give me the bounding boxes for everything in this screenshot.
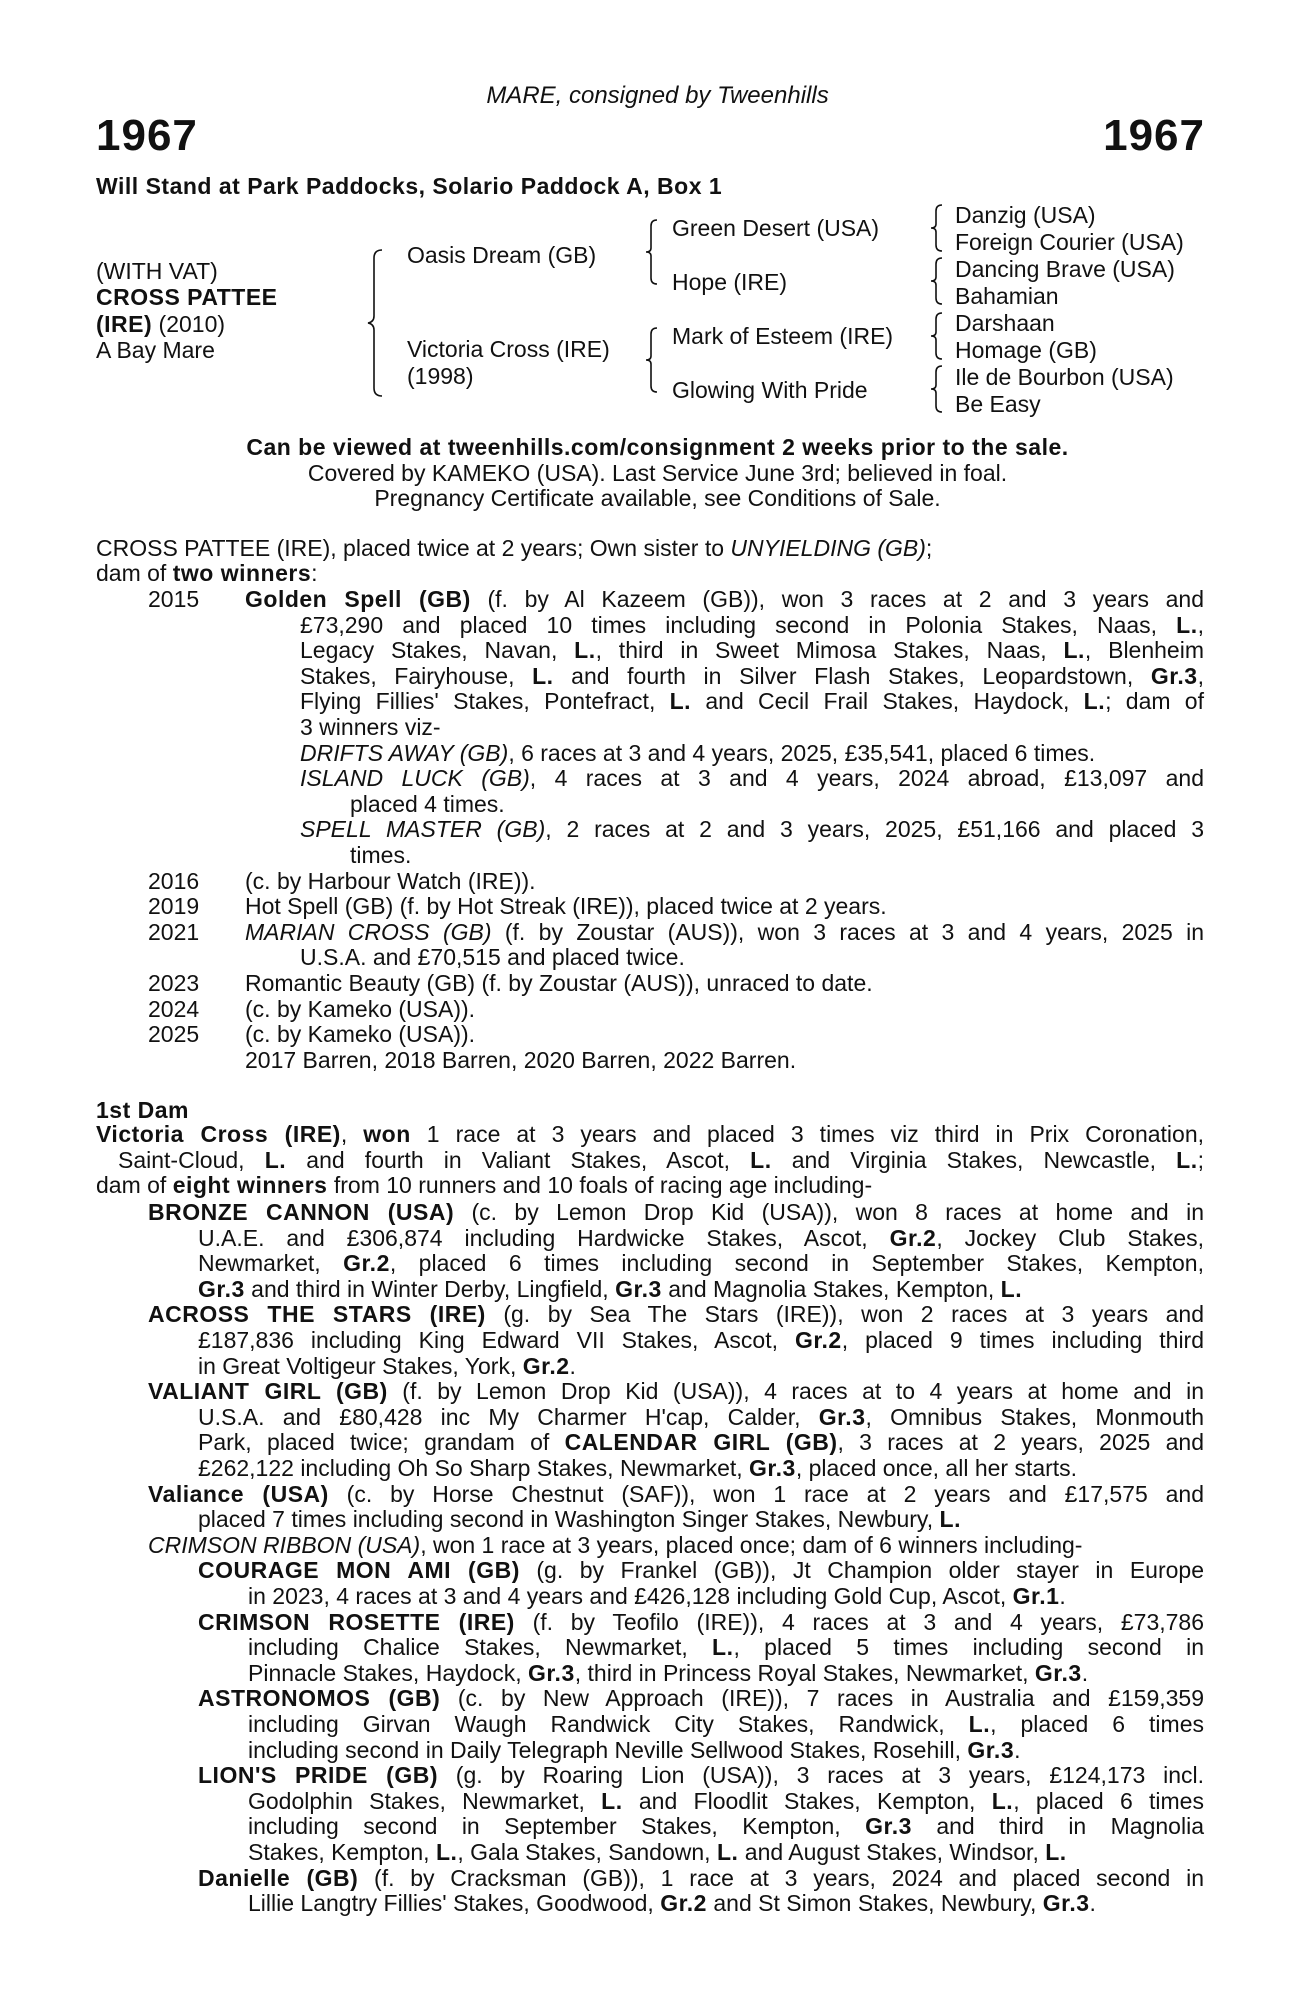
pedigree-brace-ss [930,203,946,253]
produce-cont-line: U.S.A. and £70,515 and placed twice. [300,944,685,971]
offspring-name: ACROSS THE STARS (IRE) [148,1301,486,1328]
produce-text: Romantic Beauty (GB) (f. by Zoustar (AUS)), unraced to date. [245,970,873,996]
produce-text: 2017 Barren, 2018 Barren, 2020 Barren, 2022 Barren. [245,1046,797,1073]
grand-name: ISLAND LUCK (GB) [300,765,530,792]
grand-line-2: times. [350,842,412,868]
horse-name: CROSS PATTEE [96,284,278,310]
offspring-line [148,1532,1204,1558]
produce-text: Hot Spell (GB) (f. by Hot Streak (IRE)), placed twice at 2 years. [245,893,887,920]
offspring-name: VALIANT GIRL (GB) [148,1378,388,1405]
produce-year: 2024 [148,995,200,1022]
produce-line [245,586,1204,612]
offspring-rest: (f. by Teofilo (IRE)), 4 races at 3 and 4 years, £73,786 [514,1608,1204,1635]
offspring-cont-line: in Great Voltigeur Stakes, York, Gr.2. [198,1352,576,1379]
offspring-name: COURAGE MON AMI (GB) [198,1557,520,1584]
pedigree-dd: Glowing With Pride [672,377,868,403]
offspring-cont-line: Newmarket, Gr.2, placed 6 times including second in September Stakes, Kempton, [198,1250,1204,1277]
offspring-rest: (c. by New Approach (IRE)), 7 races in Australia and £159,359 [440,1685,1204,1712]
offspring-name: ASTRONOMOS (GB) [198,1685,441,1712]
first-dam-line-2: Saint-Cloud, L. and fourth in Valiant Stakes, Ascot, L. and Virginia Stakes, Newcastle, L.; [118,1146,1204,1173]
sibling-name: UNYIELDING (GB) [730,535,926,561]
offspring-rest: (c. by Lemon Drop Kid (USA)), won 8 races at home and in [454,1199,1204,1225]
pedigree-dss: Darshaan [955,310,1055,336]
produce-year: 2015 [148,586,200,612]
horse-origin: (IRE) [96,311,153,337]
offspring-cont-line: Gr.3 and third in Winter Derby, Lingfield, Gr.3 and Magnolia Stakes, Kempton, L. [198,1275,1023,1302]
offspring-line [148,1301,1204,1327]
stand-location: Will Stand at Park Paddocks, Solario Paddock A, Box 1 [96,173,723,199]
offspring-cont-line: placed 7 times including second in Washington Singer Stakes, Newbury, L. [198,1506,961,1533]
offspring-name: Danielle (GB) [198,1864,359,1891]
winner-count: two winners [172,560,312,586]
offspring-name: Valiance (USA) [148,1480,329,1507]
produce-text: (c. by Kameko (USA)). [245,995,476,1022]
offspring-line [198,1762,1204,1788]
grand-name: SPELL MASTER (GB) [300,816,546,843]
produce-line [245,919,1204,945]
consignor-line: MARE, consigned by Tweenhills [486,82,829,109]
offspring-cont-line: including second in Daily Telegraph Neville Sellwood Stakes, Rosehill, Gr.3. [248,1736,1021,1763]
first-dam-line-3 [96,1173,1204,1199]
pedigree-ssd: Foreign Courier (USA) [955,229,1184,255]
pedigree-sss: Danzig (USA) [955,202,1096,228]
lot-number-right: 1967 [1103,111,1205,160]
produce-year: 2025 [148,1021,200,1048]
produce-cont-line: £73,290 and placed 10 times including second in Polonia Stakes, Naas, L., [300,611,1204,638]
offspring-rest: (f. by Lemon Drop Kid (USA)), 4 races at to 4 years at home and in [387,1378,1204,1405]
grand-rest: , 4 races at 3 and 4 years, 2024 abroad, £13,097 and [529,765,1204,792]
grand-line [300,765,1204,791]
pedigree-ds: Mark of Esteem (IRE) [672,323,894,349]
pedigree-brace-dam [645,326,661,394]
pedigree-dam: Victoria Cross (IRE) [407,336,610,362]
offspring-cont-line: U.A.E. and £306,874 including Hardwicke Stakes, Ascot, Gr.2, Jockey Club Stakes, [198,1224,1205,1251]
pedigree-sds: Dancing Brave (USA) [955,256,1175,282]
offspring-rest: (g. by Roaring Lion (USA)), 3 races at 3 years, £124,173 incl. [437,1762,1204,1789]
offspring-cont-line: including Girvan Waugh Randwick City Stakes, Randwick, L., placed 6 times [248,1711,1204,1737]
offspring-line [148,1378,1204,1404]
pedigree-sd: Hope (IRE) [672,269,788,295]
pedigree-sdd: Bahamian [955,283,1059,309]
offspring-name: LION'S PRIDE (GB) [198,1762,438,1789]
offspring-name: CRIMSON RIBBON (USA) [148,1531,421,1558]
first-dam-name: Victoria Cross (IRE) [96,1121,341,1147]
produce-text: (c. by Harbour Watch (IRE)). [245,867,536,894]
offspring-rest: (c. by Horse Chestnut (SAF)), won 1 race at 2 years and £17,575 and [328,1480,1205,1507]
offspring-cont-line: U.S.A. and £80,428 inc My Charmer H'cap, Calder, Gr.3, Omnibus Stakes, Monmouth [198,1403,1204,1430]
first-dam-l1: 1 race at 3 years and placed 3 times viz third in Prix Coronation, [410,1121,1205,1147]
pedigree-brace-dd [930,364,946,414]
intro-punct: ; [925,535,933,561]
horse-description: A Bay Mare [96,337,215,363]
offspring-cont-line: Lillie Langtry Fillies' Stakes, Goodwood, Gr.2 and St Simon Stakes, Newbury, Gr.3. [248,1890,1096,1917]
horse-origin-year [96,311,225,337]
produce-year: 2023 [148,970,200,996]
intro-text: CROSS PATTEE (IRE), placed twice at 2 years; Own sister to [96,535,731,561]
pedigree-sire: Oasis Dream (GB) [407,242,597,268]
viewing-note: Can be viewed at tweenhills.com/consignment 2 weeks prior to the sale. [246,434,1069,460]
offspring-cont-line: Park, placed twice; grandam of CALENDAR GIRL (GB), 3 races at 2 years, 2025 and [198,1429,1204,1456]
pedigree-ddd: Be Easy [955,391,1041,417]
produce-year: 2019 [148,893,200,920]
offspring-cont-line: including Chalice Stakes, Newmarket, L., placed 5 times including second in [248,1634,1204,1661]
pedigree-dds: Ile de Bourbon (USA) [955,364,1174,390]
offspring-cont-line: including second in September Stakes, Kempton, Gr.3 and third in Magnolia [248,1813,1204,1840]
first-dam-line-1: Victoria Cross (IRE), won 1 race at 3 years and placed 3 times viz third in Prix Coronation, [96,1121,1205,1147]
grand-line-2: placed 4 times. [350,790,505,817]
grand-rest: , 6 races at 3 and 4 years, 2025, £35,541, placed 6 times. [508,739,1096,766]
produce-rest: (f. by Al Kazeem (GB)), won 3 races at 2 and 3 years and [470,586,1204,612]
produce-cont-line: Flying Fillies' Stakes, Pontefract, L. and Cecil Frail Stakes, Haydock, L.; dam of [300,688,1204,715]
first-dam-block [96,1122,1204,1199]
pedigree-ss: Green Desert (USA) [672,215,880,241]
produce-cont-line: Legacy Stakes, Navan, L., third in Sweet Mimosa Stakes, Naas, L., Blenheim [300,637,1204,664]
offspring-cont-line: £262,122 including Oh So Sharp Stakes, Newmarket, Gr.3, placed once, all her starts. [198,1455,1078,1481]
offspring-line [148,1481,1204,1507]
produce-cont-line: 3 winners viz- [300,714,441,740]
lot-number-left: 1967 [96,111,198,160]
offspring-rest: (f. by Cracksman (GB)), 1 race at 3 years, 2024 and placed second in [358,1864,1204,1891]
first-dam-l3a: dam of [96,1172,173,1199]
horse-year: (2010) [152,311,226,337]
offspring-line [198,1609,1204,1635]
offspring-cont-line: Stakes, Kempton, L., Gala Stakes, Sandown, L. and August Stakes, Windsor, L. [248,1839,1067,1865]
certificate-note: Pregnancy Certificate available, see Conditions of Sale. [374,485,941,511]
first-dam-winners: eight winners [172,1172,328,1199]
vat-label: (WITH VAT) [96,258,218,284]
produce-year: 2016 [148,867,200,894]
first-dam-heading: 1st Dam [96,1097,189,1123]
grand-name: DRIFTS AWAY (GB) [300,739,509,766]
offspring-rest: (g. by Frankel (GB)), Jt Champion older stayer in Europe [519,1557,1204,1584]
grand-line [300,816,1204,842]
produce-year: 2021 [148,918,200,945]
offspring-cont-line: Godolphin Stakes, Newmarket, L. and Floodlit Stakes, Kempton, L., placed 6 times [248,1787,1204,1814]
offspring-cont-line: £187,836 including King Edward VII Stakes, Ascot, Gr.2, placed 9 times including third [198,1327,1205,1353]
pedigree-dam-year: (1998) [407,363,474,389]
produce-rest: (f. by Zoustar (AUS)), won 3 races at 3 and 4 years, 2025 in [491,918,1204,945]
pedigree-brace-ds [930,311,946,361]
offspring-line [198,1685,1204,1711]
first-dam-l3c: from 10 runners and 10 foals of racing age including- [327,1172,873,1199]
intro-dam-of: dam of [96,560,173,586]
grand-line [300,740,1204,766]
pedigree-brace-sire [645,218,661,286]
produce-name: Golden Spell (GB) [245,586,471,612]
offspring-line [148,1199,1204,1225]
produce-cont-line: Stakes, Fairyhouse, L. and fourth in Silver Flash Stakes, Leopardstown, Gr.3, [300,662,1204,689]
offspring-line [198,1557,1204,1583]
grand-rest: , 2 races at 2 and 3 years, 2025, £51,166 and placed 3 [545,816,1204,843]
intro-colon: : [311,560,318,586]
offspring-rest: , won 1 race at 3 years, placed once; dam of 6 winners including- [420,1531,1083,1558]
pedigree-brace-sd [930,256,946,306]
offspring-name: BRONZE CANNON (USA) [148,1199,455,1225]
pedigree-dsd: Homage (GB) [955,337,1097,363]
pedigree-brace-main [368,248,388,398]
first-dam-won: won [363,1121,411,1147]
offspring-cont-line: in 2023, 4 races at 3 and 4 years and £426,128 including Gold Cup, Ascot, Gr.1. [248,1583,1066,1609]
offspring-name: CRIMSON ROSETTE (IRE) [198,1608,515,1635]
offspring-rest: (g. by Sea The Stars (IRE)), won 2 races at 3 years and [485,1301,1204,1328]
intro-line-1 [96,535,932,561]
produce-name: MARIAN CROSS (GB) [245,918,492,945]
covered-note: Covered by KAMEKO (USA). Last Service June 3rd; believed in foal. [307,460,1008,486]
offspring-cont-line: Pinnacle Stakes, Haydock, Gr.3, third in Princess Royal Stakes, Newmarket, Gr.3. [248,1659,1089,1686]
offspring-line [198,1865,1204,1891]
produce-text: (c. by Kameko (USA)). [245,1021,476,1048]
intro-line-2 [96,560,318,586]
